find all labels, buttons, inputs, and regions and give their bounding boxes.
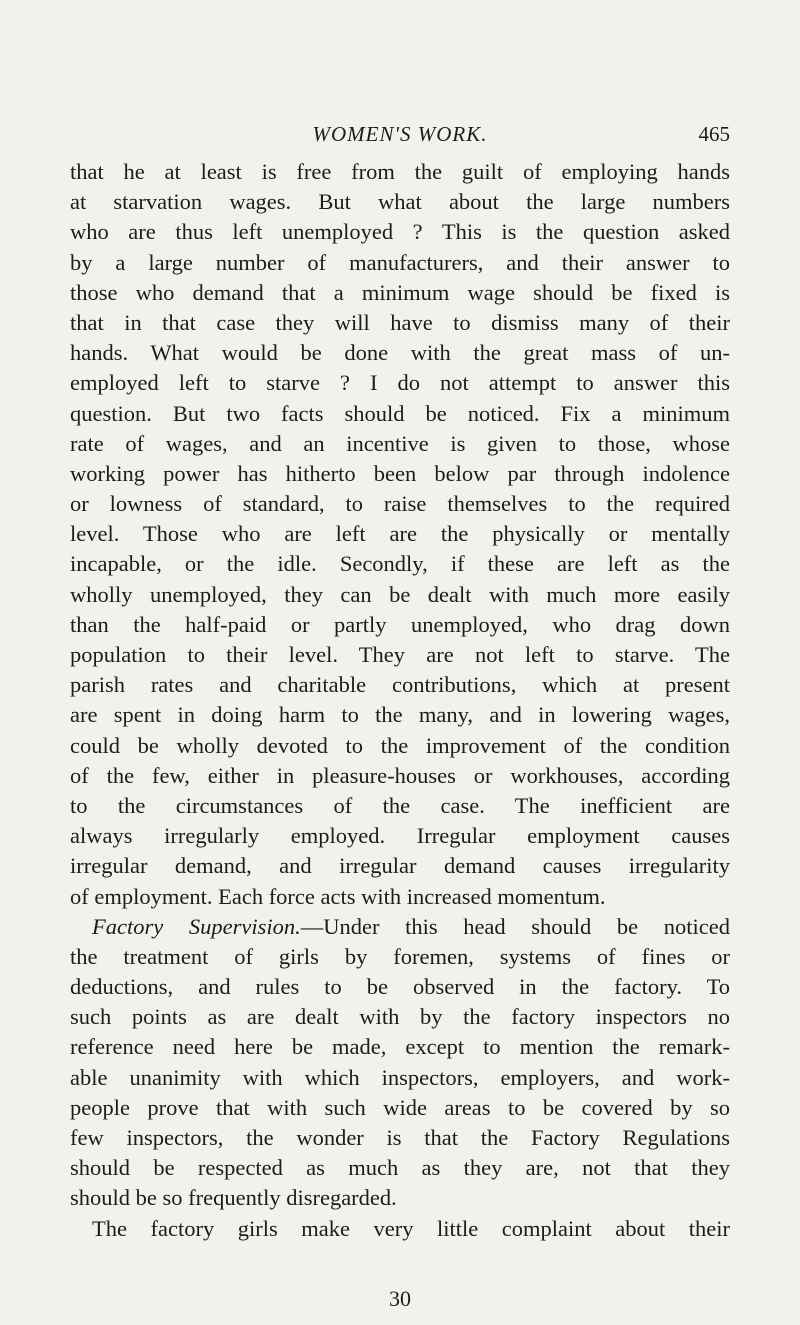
text-line: who are thus left unemployed ? This is the question asked: [70, 219, 730, 245]
text-line: irregular demand, and irregular demand causes irregularity: [70, 853, 730, 879]
text-line: that he at least is free from the guilt of employing hands: [70, 159, 730, 184]
text-line: or lowness of standard, to raise themselves to the required: [70, 491, 730, 517]
text-line: such points as are dealt with by the factory inspectors no: [70, 1004, 730, 1030]
section-text: —Under this head should be noticed: [300, 913, 730, 939]
text-line: at starvation wages. But what about the large numbers: [70, 189, 730, 215]
text-line: could be wholly devoted to the improvement of the condition: [70, 732, 730, 758]
text-line: question. But two facts should be noticed. Fix a minimum: [70, 400, 730, 426]
text-line: few inspectors, the wonder is that the Factory Regulations: [70, 1125, 730, 1150]
text-line: The factory girls make very little complaint about their: [92, 1215, 730, 1241]
text-line: the treatment of girls by foremen, systems of fines or: [70, 943, 730, 969]
text-line: should be so frequently disregarded.: [70, 1185, 397, 1211]
text-line: parish rates and charitable contributions, which at present: [70, 672, 730, 698]
text-line: wholly unemployed, they can be dealt with much more easily: [70, 581, 730, 607]
page-number: 465: [698, 122, 730, 146]
text-line: that in that case they will have to dismiss many of their: [70, 309, 730, 335]
signature-mark: 30: [389, 1286, 411, 1311]
text-line: population to their level. They are not left to starve. The: [70, 642, 730, 667]
text-line: reference need here be made, except to mention the remark-: [70, 1034, 730, 1060]
text-line: of employment. Each force acts with increased momentum.: [70, 883, 606, 909]
running-head: [70, 118, 730, 150]
text-line: by a large number of manufacturers, and their answer to: [70, 249, 730, 275]
text-line: level. Those who are left are the physically or mentally: [70, 521, 730, 547]
text-line: hands. What would be done with the great mass of un-: [70, 340, 730, 366]
text-line: are spent in doing harm to the many, and in lowering wages,: [70, 702, 730, 728]
text-line: rate of wages, and an incentive is given to those, whose: [70, 430, 730, 456]
running-title: WOMEN'S WORK.: [312, 122, 488, 146]
text-line: deductions, and rules to be observed in the factory. To: [70, 974, 730, 1000]
text-line: employed left to starve ? I do not attempt to answer this: [70, 370, 730, 396]
section-title: Factory Supervision.: [92, 913, 301, 939]
text-line: should be respected as much as they are, not that they: [70, 1155, 730, 1181]
text-line: those who demand that a minimum wage should be fixed is: [70, 279, 730, 305]
text-line: incapable, or the idle. Secondly, if these are left as the: [70, 551, 730, 577]
body-text: [70, 157, 730, 1244]
text-line: working power has hitherto been below par through indolence: [70, 460, 730, 486]
text-line: of the few, either in pleasure-houses or workhouses, according: [70, 762, 730, 788]
section-heading-line: [70, 912, 730, 942]
text-line: than the half-paid or partly unemployed, who drag down: [70, 611, 730, 637]
text-line: able unanimity with which inspectors, employers, and work-: [70, 1064, 730, 1090]
text-line: to the circumstances of the case. The inefficient are: [70, 792, 730, 818]
text-line: people prove that with such wide areas to be covered by so: [70, 1094, 730, 1120]
text-line: always irregularly employed. Irregular employment causes: [70, 823, 730, 849]
